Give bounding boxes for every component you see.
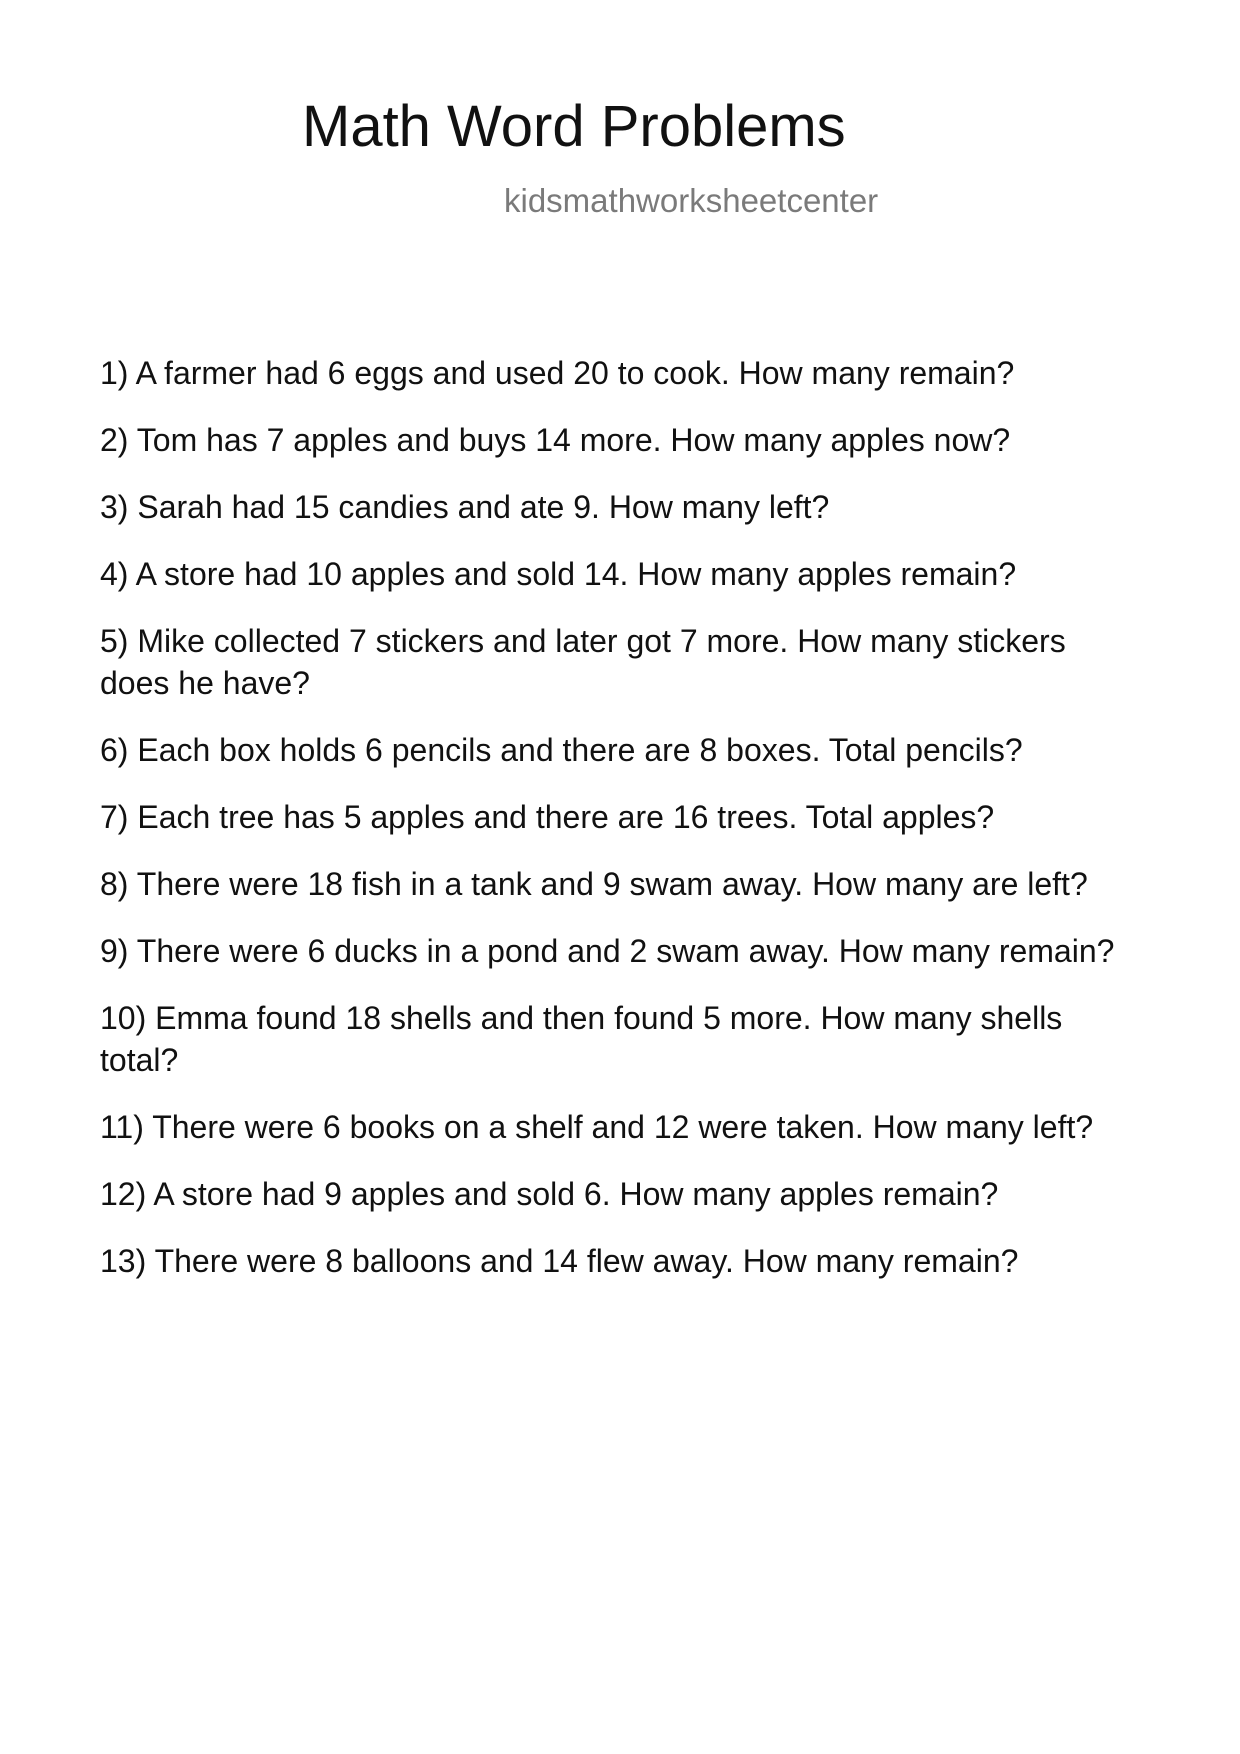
problem-1: 1) A farmer had 6 eggs and used 20 to cook. How many remain? bbox=[100, 355, 1015, 391]
problem-13: 13) There were 8 balloons and 14 flew away. How many remain? bbox=[100, 1243, 1019, 1279]
problem-5: 5) Mike collected 7 stickers and later got 7 more. How many stickers does he have? bbox=[100, 623, 1066, 701]
problem-7: 7) Each tree has 5 apples and there are 16 trees. Total apples? bbox=[100, 799, 995, 835]
problem-list bbox=[100, 352, 1140, 1307]
problem-2: 2) Tom has 7 apples and buys 14 more. How many apples now? bbox=[100, 422, 1011, 458]
source-label: kidsmathworksheetcenter bbox=[504, 182, 879, 219]
problem-9: 9) There were 6 ducks in a pond and 2 swam away. How many remain? bbox=[100, 933, 1115, 969]
problem-8: 8) There were 18 fish in a tank and 9 swam away. How many are left? bbox=[100, 866, 1088, 902]
problem-6: 6) Each box holds 6 pencils and there are 8 boxes. Total pencils? bbox=[100, 732, 1023, 768]
problem-11: 11) There were 6 books on a shelf and 12 were taken. How many left? bbox=[100, 1109, 1094, 1145]
problem-4: 4) A store had 10 apples and sold 14. How many apples remain? bbox=[100, 556, 1017, 592]
page-title: Math Word Problems bbox=[302, 94, 846, 159]
problem-3: 3) Sarah had 15 candies and ate 9. How many left? bbox=[100, 489, 830, 525]
problem-10: 10) Emma found 18 shells and then found 5 more. How many shells total? bbox=[100, 1000, 1063, 1078]
problem-12: 12) A store had 9 apples and sold 6. How many apples remain? bbox=[100, 1176, 999, 1212]
